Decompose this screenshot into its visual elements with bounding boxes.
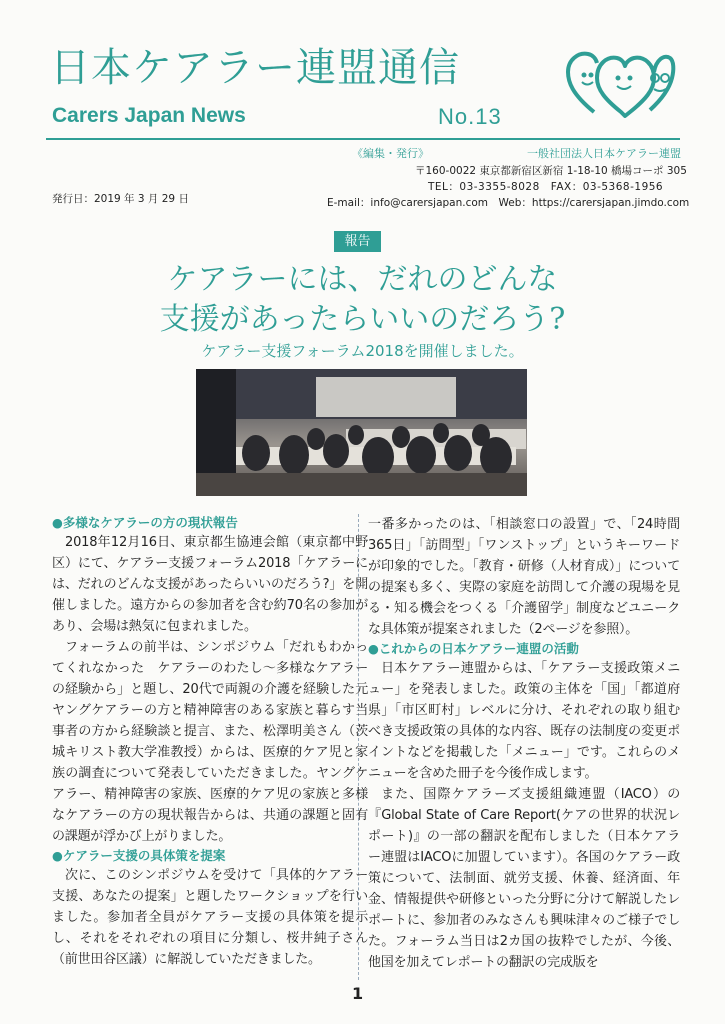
article-subhead: ケアラー支援フォーラム2018を開催しました。 — [201, 342, 524, 360]
paragraph: フォーラムの前半は、シンポジウム「だれもわかってくれなかった ケアラーのわたし〜多様なケアラーの経験から」と題し、20代で両親の介護を経験した元ヤングケアラーの方と精神障害のある家族と暮らす当事者の方から経験談と提言、また、松澤明美さん（茨城キリスト教大学准教授）からは、医療的ケア児と家族の調査について発表していただきました。ヤングケアラー、精神障害の家族、医療的ケア児の家族と多様なケアラーの方の現状報告からは、共通の課題と固有の課題が浮かび上がりました。 — [52, 640, 368, 844]
issue-number: No.13 — [438, 104, 502, 129]
headline-line-2: 支援があったらいいのだろう? — [159, 302, 566, 337]
paragraph: 一番多かったのは、「相談窓口の設置」で、「24時間365日」「訪問型」「ワンストップ」というキーワードが印象的でした。「教育・研修（人材育成）」についての提案も多く、実際の家庭を訪問して介護の現場を見る・知る機会をつくる「介護留学」制度などユニークな具体策が提案されました（2ページを参照）。 — [368, 517, 680, 637]
forum-photo — [196, 369, 527, 496]
paragraph: 日本ケアラー連盟からは、「ケアラー支援政策メニュー」を発表しました。政策の主体を「国」「都道府県」「市区町村」レベルに分け、それぞれの取り組むべき支援政策の具体的な内容、既存の法制度の変更ポイントなどを掲載した「メニュー」です。これらのメニューを含めた冊子を今後作成します。 — [368, 661, 680, 781]
paragraph: 2018年12月16日、東京都生協連会館（東京都中野区）にて、ケアラー支援フォーラム2018「ケアラーには、だれのどんな支援があったらいいのだろう?」を開催しました。遠方からの参加者を含む約70名の参加があり、会場は熱気に包まれました。 — [52, 535, 368, 634]
newsletter-title-en: Carers Japan News — [52, 104, 246, 127]
carers-hearts-logo — [566, 48, 676, 118]
page-number: 1 — [352, 984, 364, 1003]
paragraph: 次に、このシンポジウムを受けて「具体的ケアラー支援、あなたの提案」と題したワークショップを行いました。参加者全員がケアラー支援の具体策を提示し、それをそれぞれの項目に分類し、桜井純子さん（前世田谷区議）に解説していただきました。 — [52, 868, 368, 967]
edit-label: 《編集・発行》 — [352, 147, 429, 160]
paragraph: また、国際ケアラーズ支援組織連盟（IACO）の『Global State of Care Report(ケアの世界的状況レポート)』の一部の翻訳を配布しました（日本ケアラー連盟はIACOに加盟しています）。各国のケアラー政策について、法制面、就労支援、休養、経済面、年金、情報提供や研修といった分野に分けて解説したレポートに、参加者のみなさんも興味津々のご様子でした。フォーラム当日は2カ国の抜粋でしたが、今後、他国を加えてレポートの翻訳の完成版を — [368, 787, 680, 970]
publisher-email-web: E-mail：info@carersjapan.com Web：https://carersjapan.jimdo.com — [327, 197, 690, 209]
left-column — [52, 514, 368, 970]
header-rule — [46, 138, 680, 140]
publisher-phone: TEL：03-3355-8028 FAX：03-5368-1956 — [428, 181, 664, 193]
publisher-address: 〒160-0022 東京都新宿区新宿 1-18-10 橋場コーポ 305 — [415, 165, 687, 177]
section-heading: ●ケアラー支援の具体策を提案 — [52, 848, 226, 863]
publisher-org: 一般社団法人日本ケアラー連盟 — [527, 147, 681, 160]
section-heading: ●多様なケアラーの方の現状報告 — [52, 515, 238, 530]
newsletter-title: 日本ケアラー連盟通信 — [50, 45, 460, 91]
right-column — [368, 514, 680, 973]
issue-date: 発行日：2019 年 3 月 29 日 — [52, 193, 189, 205]
report-tag: 報告 — [334, 231, 381, 252]
headline-line-1: ケアラーには、だれのどんな — [167, 262, 558, 297]
section-heading: ●これからの日本ケアラー連盟の活動 — [368, 641, 579, 656]
